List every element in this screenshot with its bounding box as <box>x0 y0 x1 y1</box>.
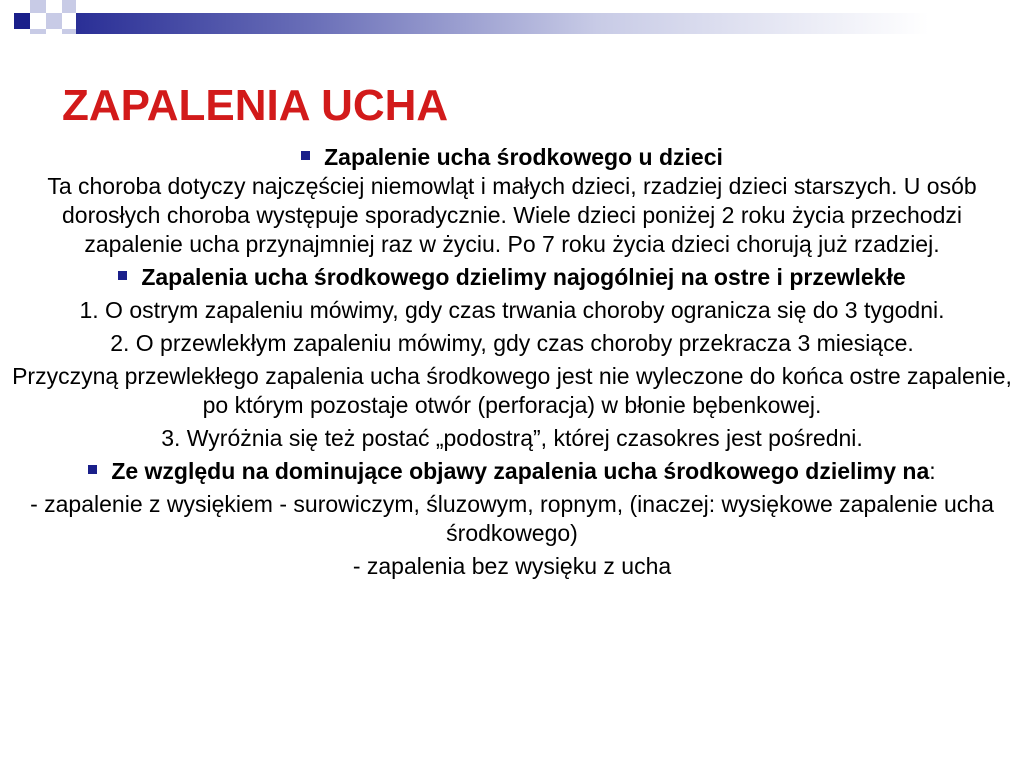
cause-text: Przyczyną przewlekłego zapalenia ucha środkowego jest nie wyleczone do końca ostre zapalenie, po którym pozostaje otwór (perforacja) w błonie bębenkowej. <box>12 363 1012 418</box>
square-bullet-icon <box>118 271 127 280</box>
bullet-1-body: Ta choroba dotyczy najczęściej niemowląt i małych dzieci, rzadziej dzieci starszych. U osób dorosłych choroba występuje sporadycznie. Wiele dzieci poniżej 2 roku życia przechodzi zapalenie ucha przynajmniej raz w życiu. Po 7 roku życia dzieci chorują już rzadziej. <box>47 173 977 257</box>
decorative-header <box>0 0 1024 34</box>
header-gradient-bar <box>76 13 1024 34</box>
slide-content <box>10 143 1014 581</box>
dash-item-2: - zapalenia bez wysięku z ucha <box>352 553 672 579</box>
decor-square <box>62 0 76 13</box>
bullet-3-colon: : <box>929 458 936 484</box>
slide-title: ZAPALENIA UCHA <box>62 81 449 130</box>
bullet-1 <box>10 143 1014 259</box>
bullet-3 <box>10 457 1014 486</box>
item-1: 1. O ostrym zapaleniu mówimy, gdy czas trwania choroby ogranicza się do 3 tygodni. <box>79 297 945 323</box>
square-bullet-icon <box>88 465 97 474</box>
bullet-2-heading: Zapalenia ucha środkowego dzielimy najogólniej na ostre i przewlekłe <box>141 264 906 290</box>
item-3: 3. Wyróżnia się też postać „podostrą”, której czasokres jest pośredni. <box>161 425 863 451</box>
decor-square <box>62 29 76 34</box>
dash-item-1: - zapalenie z wysiękiem - surowiczym, śluzowym, ropnym, (inaczej: wysiękowe zapalenie ucha środkowego) <box>30 491 994 546</box>
square-bullet-icon <box>301 151 310 160</box>
bullet-2 <box>10 263 1014 292</box>
item-2: 2. O przewlekłym zapaleniu mówimy, gdy czas choroby przekracza 3 miesiące. <box>110 330 914 356</box>
decor-square <box>30 29 46 34</box>
bullet-1-heading: Zapalenie ucha środkowego u dzieci <box>324 144 723 170</box>
decor-square <box>30 0 46 13</box>
decor-square <box>46 13 62 29</box>
bullet-3-heading: Ze względu na dominujące objawy zapalenia ucha środkowego dzielimy na <box>111 458 930 484</box>
decor-square <box>14 13 30 29</box>
